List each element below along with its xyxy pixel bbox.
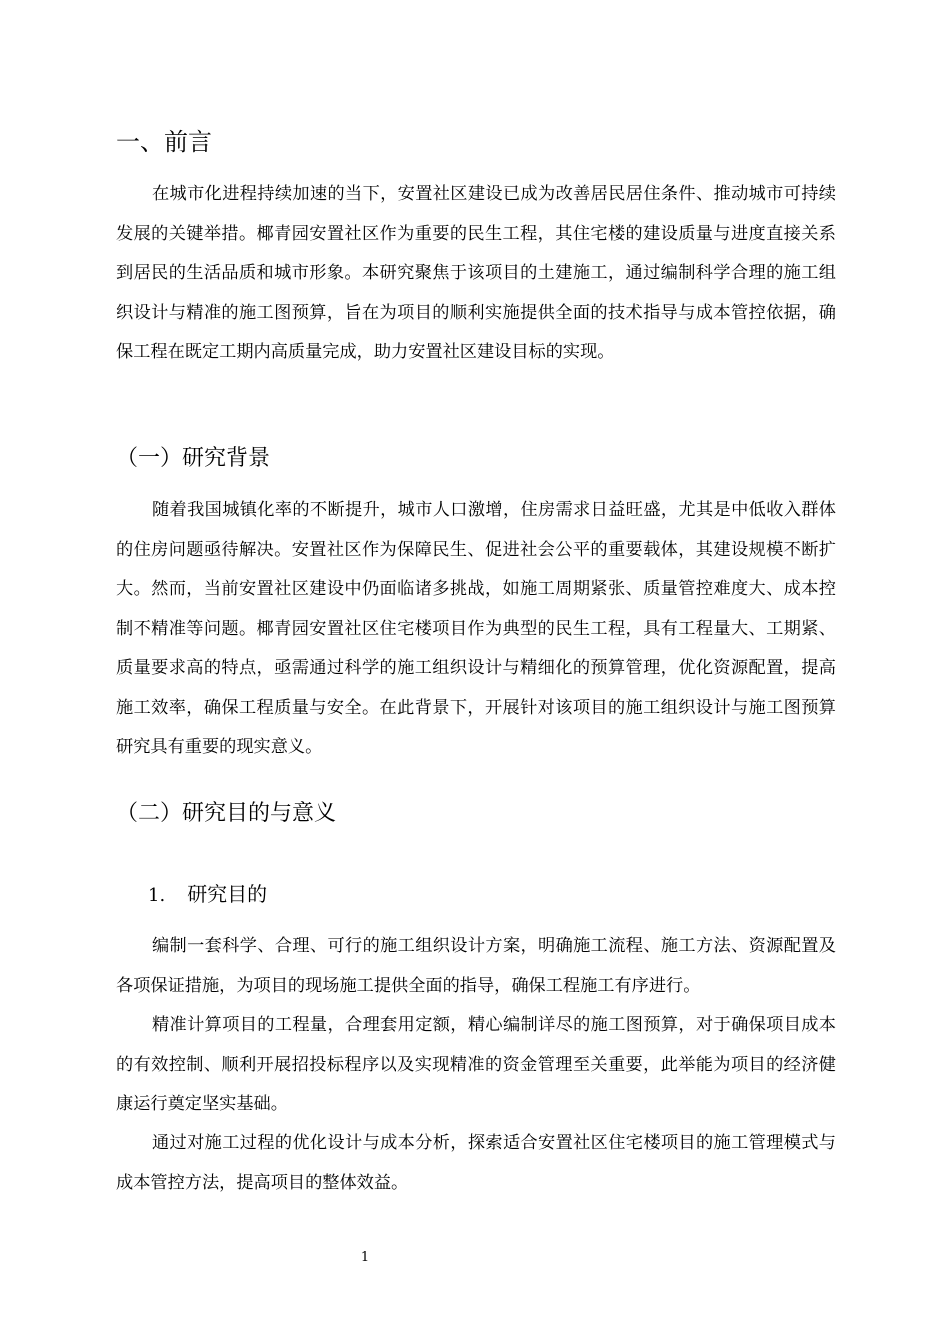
subsection-number: 1. xyxy=(148,885,166,906)
paragraph-purpose-3: 通过对施工过程的优化设计与成本分析，探索适合安置社区住宅楼项目的施工管理模式与成本管控方法，提高项目的整体效益。 xyxy=(116,1133,836,1193)
section-title-background: （一）研究背景 xyxy=(116,446,271,471)
section-title-preface: 一、前言 xyxy=(116,128,212,156)
paragraph-purpose-1: 编制一套科学、合理、可行的施工组织设计方案，明确施工流程、施工方法、资源配置及各项保证措施，为项目的现场施工提供全面的指导，确保工程施工有序进行。 xyxy=(116,936,836,996)
subsection-label: 研究目的 xyxy=(187,882,268,906)
paragraph-purpose-2: 精准计算项目的工程量，合理套用定额，精心编制详尽的施工图预算，对于确保项目成本的有效控制、顺利开展招投标程序以及实现精准的资金管理至关重要，此举能为项目的经济健康运行奠定坚实基础。 xyxy=(116,1015,836,1114)
page-number: 1 xyxy=(360,1250,370,1265)
section-title-purpose: （二）研究目的与意义 xyxy=(116,801,337,826)
paragraph-background: 随着我国城镇化率的不断提升，城市人口激增，住房需求日益旺盛，尤其是中低收入群体的住房问题亟待解决。安置社区作为保障民生、促进社会公平的重要载体，其建设规模不断扩大。然而，当前安置社区建设中仍面临诸多挑战，如施工周期紧张、质量管控难度大、成本控制不精准等问题。椰青园安置社区住宅楼项目作为典型的民生工程，具有工程量大、工期紧、质量要求高的特点，亟需通过科学的施工组织设计与精细化的预算管理，优化资源配置，提高施工效率，确保工程质量与安全。在此背景下，开展针对该项目的施工组织设计与施工图预算研究具有重要的现实意义。 xyxy=(116,500,836,757)
subsection-title-purpose xyxy=(148,878,267,912)
paragraph-preface: 在城市化进程持续加速的当下，安置社区建设已成为改善居民居住条件、推动城市可持续发展的关键举措。椰青园安置社区作为重要的民生工程，其住宅楼的建设质量与进度直接关系到居民的生活品质和城市形象。本研究聚焦于该项目的土建施工，通过编制科学合理的施工组织设计与精准的施工图预算，旨在为项目的顺利实施提供全面的技术指导与成本管控依据，确保工程在既定工期内高质量完成，助力安置社区建设目标的实现。 xyxy=(116,184,836,362)
